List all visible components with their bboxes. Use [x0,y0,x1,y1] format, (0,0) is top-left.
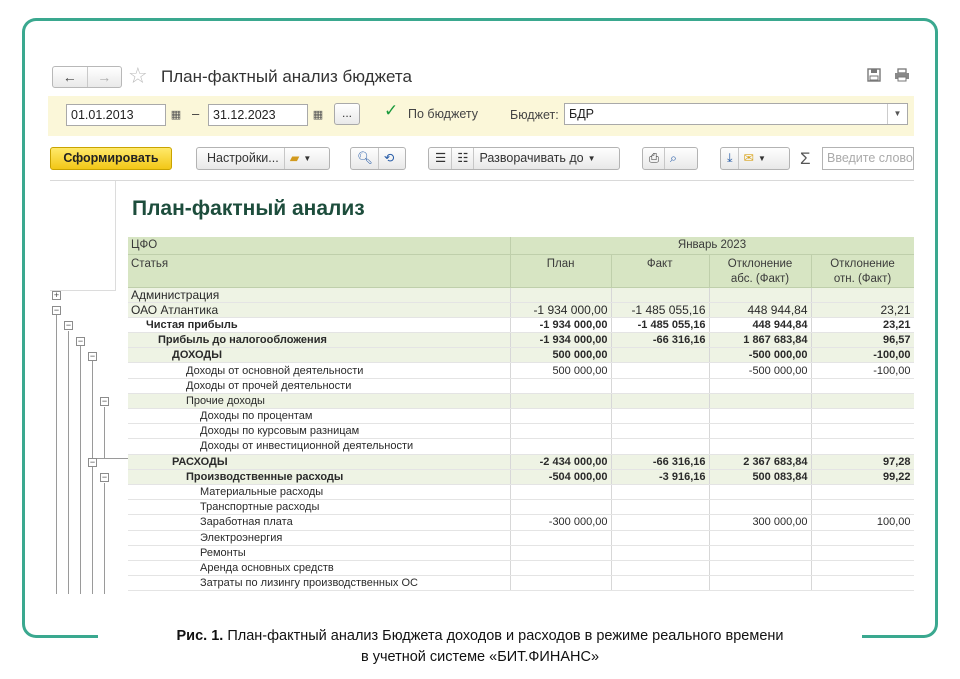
favorite-star-icon[interactable]: ☆ [128,63,148,88]
dev-rel-line1: Отклонение [830,257,895,270]
row-dev-rel-cell: 100,00 [811,515,914,530]
chevron-down-icon[interactable]: ▼ [887,104,907,124]
collapse-icon[interactable]: − [77,335,84,346]
table-row[interactable] [128,454,914,469]
calendar-icon[interactable]: ▦ [170,109,182,121]
row-plan-cell [510,439,611,454]
window-title: План-фактный анализ бюджета [161,67,412,86]
row-dev-abs-cell [709,378,811,393]
row-dev-abs-cell: 2 367 683,84 [709,454,811,469]
row-dev-rel-cell: 97,28 [811,454,914,469]
tree-line [56,315,57,594]
row-article-cell: Заработная плата [128,515,510,530]
export-group [720,147,790,170]
search-input[interactable]: Введите слово [822,147,914,170]
row-plan-cell [510,287,611,302]
mail-icon[interactable]: ✉ [743,151,755,165]
row-article-cell: Доходы от инвестиционной деятельности [128,439,510,454]
row-dev-abs-cell [709,545,811,560]
row-dev-abs-cell [709,560,811,575]
nav-buttons [52,66,122,88]
budget-value: БДР [569,107,595,121]
settings-button[interactable] [196,147,330,170]
column-header-dev-abs [709,254,811,287]
chevron-down-icon[interactable]: ▼ [303,154,312,163]
row-dev-abs-cell: 448 944,84 [709,317,811,332]
calendar-icon[interactable]: ▦ [312,109,324,121]
collapse-icon[interactable]: − [101,472,108,483]
collapse-rows-icon[interactable]: ☰ [435,151,447,165]
print-preview-icon[interactable]: ⌕ [670,151,678,165]
row-article-cell: Материальные расходы [128,484,510,499]
row-fact-cell [611,560,709,575]
forward-icon[interactable]: → [87,67,122,87]
row-plan-cell: -1 934 000,00 [510,333,611,348]
row-plan-cell: 500 000,00 [510,363,611,378]
collapse-icon[interactable]: − [89,350,96,361]
row-fact-cell [611,500,709,515]
row-dev-rel-cell: 23,21 [811,317,914,332]
column-header-period: Январь 2023 [510,237,914,254]
row-plan-cell [510,500,611,515]
row-fact-cell [611,530,709,545]
row-dev-rel-cell [811,393,914,408]
row-fact-cell [611,576,709,591]
tree-line [68,331,69,594]
filter-bar [48,96,914,136]
row-article-cell: Электроэнергия [128,530,510,545]
row-article-cell: Затраты по лизингу производственных ОС [128,576,510,591]
table-row[interactable] [128,439,914,454]
table-row[interactable] [128,560,914,575]
date-from-input[interactable]: 01.01.2013 [66,104,166,126]
table-row[interactable] [128,484,914,499]
table-row[interactable] [128,576,914,591]
figure-caption [0,626,960,668]
table-row[interactable] [128,378,914,393]
collapse-icon[interactable]: − [89,457,96,468]
row-fact-cell [611,287,709,302]
row-fact-cell: -3 916,16 [611,469,709,484]
caption-line2: в учетной системе «БИТ.ФИНАНС» [360,649,600,665]
date-to-input[interactable]: 31.12.2023 [208,104,308,126]
collapse-icon[interactable]: − [53,305,60,316]
expand-group [428,147,620,170]
column-header-plan: План [510,254,611,287]
dev-abs-line2: абс. (Факт) [730,272,790,285]
row-article-cell: Прочие доходы [128,393,510,408]
row-plan-cell: -1 934 000,00 [510,302,611,317]
table-row[interactable] [128,545,914,560]
row-plan-cell [510,409,611,424]
back-icon[interactable]: ← [62,69,77,85]
row-dev-rel-cell: 99,22 [811,469,914,484]
row-plan-cell: -2 434 000,00 [510,454,611,469]
print-icon[interactable] [894,68,910,84]
save-icon[interactable] [866,68,882,84]
row-article-cell: Доходы по курсовым разницам [128,424,510,439]
row-dev-abs-cell [709,576,811,591]
row-dev-rel-cell [811,424,914,439]
column-header-article: Статья [128,254,510,287]
row-plan-cell [510,393,611,408]
row-fact-cell [611,439,709,454]
table-row[interactable] [128,287,914,302]
row-dev-rel-cell: -100,00 [811,348,914,363]
row-dev-abs-cell [709,500,811,515]
tree-line [104,483,105,594]
row-dev-abs-cell [709,484,811,499]
find-buttons [350,147,406,170]
sum-icon[interactable]: Σ [800,149,811,168]
table-row[interactable] [128,424,914,439]
table-row[interactable] [128,363,914,378]
report-title: План-фактный анализ [132,197,365,220]
row-plan-cell [510,545,611,560]
row-article-cell: Доходы по процентам [128,409,510,424]
row-dev-rel-cell [811,545,914,560]
table-row[interactable] [128,317,914,332]
folder-icon[interactable]: ▰ [289,151,300,165]
row-fact-cell [611,393,709,408]
row-dev-abs-cell [709,439,811,454]
report-area [50,180,914,594]
column-header-fact: Факт [611,254,709,287]
row-article-cell: Чистая прибыль [128,317,510,332]
row-plan-cell [510,424,611,439]
row-plan-cell [510,484,611,499]
title-bar [48,64,914,92]
row-plan-cell [510,560,611,575]
chevron-down-icon[interactable]: ▼ [758,154,766,163]
period-select-button[interactable]: ... [334,103,360,125]
row-fact-cell [611,409,709,424]
row-article-cell: Производственные расходы [128,469,510,484]
by-budget-checkbox[interactable]: ✓ [384,101,399,120]
row-plan-cell [510,378,611,393]
caption-line1: План-фактный анализ Бюджета доходов и расходов в режиме реального времени [227,628,784,644]
row-fact-cell [611,378,709,393]
table-row[interactable] [128,302,914,317]
row-fact-cell: -66 316,16 [611,454,709,469]
row-dev-rel-cell [811,409,914,424]
row-plan-cell: -504 000,00 [510,469,611,484]
row-dev-rel-cell [811,576,914,591]
table-row[interactable] [128,409,914,424]
budget-select[interactable] [564,103,908,125]
row-dev-rel-cell: 96,57 [811,333,914,348]
row-dev-rel-cell [811,378,914,393]
print-icon[interactable]: ⎙ [649,151,660,165]
collapse-icon[interactable]: − [65,320,72,331]
tree-line [104,407,105,459]
row-fact-cell [611,484,709,499]
row-article-cell: Аренда основных средств [128,560,510,575]
row-fact-cell [611,424,709,439]
row-dev-rel-cell [811,439,914,454]
row-article-cell: Ремонты [128,545,510,560]
budget-label: Бюджет: [510,108,559,122]
tree-line [92,458,130,459]
row-dev-rel-cell [811,560,914,575]
row-dev-abs-cell [709,530,811,545]
tree-line [92,467,93,594]
row-fact-cell: -1 485 055,16 [611,302,709,317]
row-article-cell: Транспортные расходы [128,500,510,515]
row-dev-rel-cell [811,484,914,499]
table-row[interactable] [128,530,914,545]
row-fact-cell [611,515,709,530]
row-plan-cell [510,530,611,545]
expand-rows-icon[interactable]: ☷ [457,151,469,165]
table-row[interactable] [128,469,914,484]
tree-line [80,346,81,594]
row-article-cell: ДОХОДЫ [128,348,510,363]
table-row[interactable] [128,515,914,530]
generate-button[interactable]: Сформировать [50,147,172,170]
row-dev-abs-cell: 300 000,00 [709,515,811,530]
row-dev-abs-cell: 1 867 683,84 [709,333,811,348]
row-article-cell: Администрация [128,287,510,302]
app-window [48,60,914,594]
expand-icon[interactable]: + [53,290,60,300]
date-range-dash: – [192,106,200,121]
table-row[interactable] [128,333,914,348]
table-row[interactable] [128,393,914,408]
row-plan-cell: -300 000,00 [510,515,611,530]
row-dev-abs-cell [709,409,811,424]
row-article-cell: Доходы от основной деятельности [128,363,510,378]
toolbar [48,144,914,172]
row-article-cell: ОАО Атлантика [128,302,510,317]
row-dev-abs-cell: 448 944,84 [709,302,811,317]
column-header-cfo: ЦФО [128,237,510,254]
table-header-row [128,237,914,254]
row-plan-cell: -1 934 000,00 [510,317,611,332]
tree-outline [50,181,130,594]
search-icon[interactable]: 🔍︎ [357,151,373,165]
table-row[interactable] [128,500,914,515]
row-dev-rel-cell: -100,00 [811,363,914,378]
row-dev-abs-cell [709,287,811,302]
row-plan-cell [510,576,611,591]
settings-label: Настройки... [207,151,279,165]
column-header-dev-rel [811,254,914,287]
report-table [128,237,914,591]
row-dev-abs-cell [709,424,811,439]
tree-line [92,361,93,458]
expand-to-label[interactable]: Разворачивать до [479,151,584,165]
collapse-icon[interactable]: − [101,396,108,407]
table-row[interactable] [128,348,914,363]
table-header-row [128,254,914,287]
row-fact-cell: -66 316,16 [611,333,709,348]
chevron-down-icon[interactable]: ▼ [587,154,596,163]
find-next-icon[interactable]: ⟲ [383,151,395,165]
row-plan-cell: 500 000,00 [510,348,611,363]
row-dev-abs-cell [709,393,811,408]
print-group [642,147,698,170]
row-article-cell: Доходы от прочей деятельности [128,378,510,393]
row-dev-abs-cell: 500 083,84 [709,469,811,484]
dev-rel-line2: отн. (Факт) [833,272,892,285]
caption-label: Рис. 1. [176,628,224,644]
download-icon[interactable]: ⤓ [727,151,733,165]
by-budget-label: По бюджету [408,107,478,121]
row-dev-abs-cell: -500 000,00 [709,363,811,378]
row-dev-abs-cell: -500 000,00 [709,348,811,363]
row-article-cell: Прибыль до налогообложения [128,333,510,348]
row-fact-cell: -1 485 055,16 [611,317,709,332]
row-fact-cell [611,348,709,363]
row-fact-cell [611,363,709,378]
row-article-cell: РАСХОДЫ [128,454,510,469]
row-dev-rel-cell [811,530,914,545]
row-dev-rel-cell [811,500,914,515]
row-fact-cell [611,545,709,560]
dev-abs-line1: Отклонение [727,257,793,270]
row-dev-rel-cell [811,287,914,302]
row-dev-rel-cell: 23,21 [811,302,914,317]
